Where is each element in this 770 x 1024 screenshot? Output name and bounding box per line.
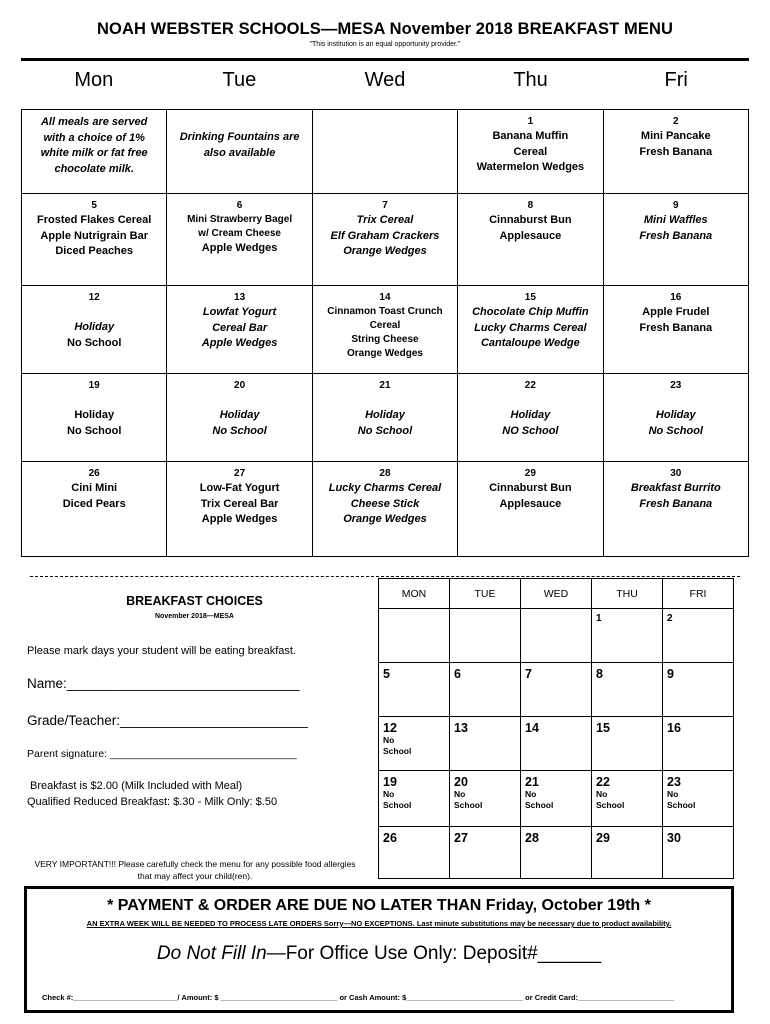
menu-item: Mini Waffles <box>643 214 708 226</box>
choice-date: 27 <box>454 831 468 845</box>
menu-item: Apple Frudel <box>642 306 710 318</box>
menu-day-cell <box>312 462 457 557</box>
choice-date: 28 <box>525 831 539 845</box>
menu-item: Holiday <box>655 409 696 421</box>
weekday-wed: Wed <box>364 69 406 91</box>
no-school-note: School <box>667 800 696 810</box>
menu-day-cell <box>22 286 167 374</box>
choice-week-row <box>379 609 734 663</box>
choice-day-box[interactable] <box>592 717 663 771</box>
payment-deadline: * PAYMENT & ORDER ARE DUE NO LATER THAN Friday, October 19th * <box>107 897 651 914</box>
choice-date: 9 <box>667 667 674 681</box>
menu-item: Mini Pancake <box>640 130 711 142</box>
choice-weekday-header: THU <box>592 579 663 609</box>
menu-item: Drinking Fountains are <box>179 131 300 143</box>
menu-item: Mini Strawberry Bagel <box>187 214 293 225</box>
no-school-note: No <box>454 789 466 799</box>
menu-day-cell <box>603 374 748 462</box>
menu-item: also available <box>203 146 276 159</box>
choice-date: 8 <box>596 667 603 681</box>
choice-day-box[interactable] <box>450 717 521 771</box>
form-title: BREAKFAST CHOICES <box>126 594 263 608</box>
menu-date: 5 <box>91 200 97 211</box>
breakfast-choices-form <box>27 594 367 620</box>
office-use-italic: Do Not Fill In <box>156 943 267 964</box>
menu-date: 12 <box>88 292 100 303</box>
menu-item: Diced Peaches <box>55 245 134 257</box>
choice-weekday-header: FRI <box>663 579 734 609</box>
menu-item: Holiday <box>74 321 115 333</box>
no-school-note: School <box>383 746 412 756</box>
payment-box <box>24 886 734 1013</box>
choice-weekday-header: TUE <box>450 579 521 609</box>
menu-item: Cereal <box>513 145 548 158</box>
allergy-warning: VERY IMPORTANT!!! Please carefully check the menu for any possible food allergies that may affect your child(ren). <box>34 859 356 881</box>
menu-date: 7 <box>382 200 388 211</box>
menu-date: 21 <box>379 380 391 391</box>
menu-item: No School <box>67 424 122 437</box>
choice-date: 15 <box>596 721 610 735</box>
menu-week-row <box>22 110 749 194</box>
menu-date: 16 <box>670 292 682 303</box>
menu-date: 30 <box>670 468 682 479</box>
choice-day-box[interactable] <box>379 827 450 879</box>
menu-calendar <box>21 109 749 557</box>
weekday-thu: Thu <box>513 69 548 91</box>
choice-weekday-header: WED <box>521 579 592 609</box>
grade-teacher-field[interactable]: Grade/Teacher:_________________________ <box>27 713 308 728</box>
menu-day-cell <box>167 194 312 286</box>
choice-week-row <box>379 717 734 771</box>
menu-item: Apple Wedges <box>201 242 278 254</box>
menu-item: Fresh Banana <box>639 229 713 242</box>
no-school-note: School <box>525 800 554 810</box>
menu-item: Apple Nutrigrain Bar <box>40 229 148 242</box>
choice-date: 13 <box>454 721 468 735</box>
menu-day-cell <box>167 286 312 374</box>
menu-day-cell <box>22 374 167 462</box>
payment-fields: Check #:_________________________/ Amount: $ ____________________________ or Cash Amount: $____________________________ or Credit Card:_______________________ <box>42 993 675 1002</box>
choice-day-box[interactable] <box>450 609 521 663</box>
menu-item: chocolate milk. <box>54 162 134 175</box>
menu-day-cell <box>603 194 748 286</box>
choice-header-row <box>379 579 734 609</box>
menu-item: Orange Wedges <box>347 348 423 359</box>
menu-date: 29 <box>524 468 536 479</box>
choice-day-box[interactable] <box>379 663 450 717</box>
no-school-note: School <box>454 800 483 810</box>
menu-date: 23 <box>670 380 682 391</box>
menu-day-cell <box>22 110 167 194</box>
menu-item: Cereal <box>369 320 401 331</box>
menu-item: Holiday <box>510 409 551 421</box>
choice-day-box[interactable] <box>592 609 663 663</box>
office-use-deposit: —For Office Use Only: Deposit#______ <box>266 943 602 964</box>
menu-date: 9 <box>673 200 679 211</box>
menu-item: Banana Muffin <box>492 130 569 142</box>
weekday-mon: Mon <box>74 69 114 91</box>
choice-date: 12 <box>383 721 397 735</box>
no-school-note: School <box>383 800 412 810</box>
menu-date: 6 <box>236 200 243 211</box>
no-school-note: No <box>596 789 608 799</box>
price-info: Breakfast is $2.00 (Milk Included with Meal) <box>30 780 243 792</box>
menu-item: Holiday <box>74 409 115 421</box>
no-school-note: No <box>667 789 679 799</box>
menu-week-row <box>22 194 749 286</box>
menu-day-cell <box>167 110 312 194</box>
choice-date: 26 <box>383 831 397 845</box>
menu-item: Apple Wedges <box>201 337 278 349</box>
menu-item: Cinnaburst Bun <box>489 482 572 494</box>
menu-date: 20 <box>234 380 246 391</box>
choice-date: 23 <box>667 775 681 789</box>
choice-week-row <box>379 663 734 717</box>
menu-day-cell <box>312 194 457 286</box>
menu-day-cell <box>312 374 457 462</box>
menu-item: Lucky Charms Cereal <box>328 482 442 494</box>
choice-day-box[interactable] <box>521 827 592 879</box>
menu-item: Elf Graham Crackers <box>330 229 440 242</box>
choice-day-box[interactable] <box>379 771 450 827</box>
reduced-price-info: Qualified Reduced Breakfast: $.30 - Milk Only: $.50 <box>27 796 278 808</box>
menu-item: NO School <box>502 424 559 437</box>
menu-item: Trix Cereal <box>356 214 414 226</box>
choice-day-box[interactable] <box>521 663 592 717</box>
weekday-tue: Tue <box>222 69 257 91</box>
choice-date: 19 <box>383 775 397 789</box>
menu-item: Breakfast Burrito <box>630 482 721 494</box>
menu-item: Cereal Bar <box>212 321 268 334</box>
choice-day-box[interactable] <box>663 609 734 663</box>
choice-day-box[interactable] <box>663 827 734 879</box>
menu-item: No School <box>648 424 703 437</box>
menu-item <box>173 115 305 130</box>
no-school-note: No <box>383 789 395 799</box>
menu-date: 26 <box>88 468 100 479</box>
menu-day-cell <box>603 462 748 557</box>
menu-day-cell <box>458 462 603 557</box>
menu-day-cell <box>167 374 312 462</box>
choice-date: 30 <box>667 831 681 845</box>
choice-weekday-header: MON <box>379 579 450 609</box>
choice-date: 29 <box>596 831 610 845</box>
menu-item: Fresh Banana <box>639 145 713 158</box>
menu-item: Chocolate Chip Muffin <box>472 306 589 318</box>
choice-date: 22 <box>596 775 610 789</box>
menu-date: 13 <box>234 292 246 303</box>
menu-item: Cinnamon Toast Crunch <box>327 306 443 317</box>
menu-date: 8 <box>527 200 534 211</box>
menu-item: String Cheese <box>351 334 419 345</box>
choice-week-row <box>379 771 734 827</box>
menu-item: Orange Wedges <box>343 513 427 525</box>
choice-day-box[interactable] <box>450 827 521 879</box>
menu-item: Cheese Stick <box>350 497 420 510</box>
menu-date: 14 <box>379 292 391 303</box>
menu-item: Lucky Charms Cereal <box>474 321 587 334</box>
menu-item: white milk or fat free <box>40 147 148 159</box>
choice-date: 2 <box>667 613 673 624</box>
menu-day-cell <box>22 194 167 286</box>
menu-item: Cinnaburst Bun <box>489 214 572 226</box>
menu-day-cell <box>312 110 457 194</box>
menu-day-cell <box>458 286 603 374</box>
choice-date: 6 <box>454 667 461 681</box>
equal-opportunity-note: "This institution is an equal opportunity provider." <box>309 41 461 48</box>
name-field[interactable]: Name:_______________________________ <box>27 676 300 691</box>
menu-date: 28 <box>379 468 391 479</box>
menu-day-cell <box>22 462 167 557</box>
menu-date: 19 <box>88 380 100 391</box>
menu-item: Holiday <box>219 409 260 421</box>
menu-item: All meals are served <box>40 116 148 128</box>
choice-day-box[interactable] <box>592 663 663 717</box>
choice-day-box[interactable] <box>450 663 521 717</box>
choice-day-box[interactable] <box>521 717 592 771</box>
choice-date: 21 <box>525 775 539 789</box>
choice-day-box[interactable] <box>592 827 663 879</box>
parent-signature-field[interactable]: Parent signature: ________________________________ <box>27 748 297 760</box>
page-title: NOAH WEBSTER SCHOOLS—MESA November 2018 BREAKFAST MENU <box>97 20 673 38</box>
choice-day-box[interactable] <box>521 609 592 663</box>
no-school-note: School <box>596 800 625 810</box>
menu-day-cell <box>603 286 748 374</box>
menu-date: 27 <box>234 468 246 479</box>
choice-day-box[interactable] <box>379 717 450 771</box>
menu-week-row <box>22 374 749 462</box>
weekday-fri: Fri <box>664 69 688 91</box>
choice-date: 7 <box>525 667 532 681</box>
choice-date: 1 <box>596 613 602 624</box>
breakfast-choice-calendar <box>378 578 734 879</box>
menu-week-row <box>22 286 749 374</box>
late-order-note: AN EXTRA WEEK WILL BE NEEDED TO PROCESS LATE ORDERS Sorry—NO EXCEPTIONS. Last minute substitutions may be necessary due to product availability. <box>86 919 672 928</box>
menu-item: Orange Wedges <box>343 245 427 257</box>
menu-item: No School <box>67 336 122 349</box>
menu-item: Cini Mini <box>71 482 118 494</box>
choice-date: 14 <box>525 721 539 735</box>
no-school-note: No <box>525 789 537 799</box>
menu-item: Holiday <box>365 409 405 421</box>
choice-date: 5 <box>383 667 390 681</box>
choice-day-box[interactable] <box>450 771 521 827</box>
menu-date: 1 <box>527 116 534 127</box>
form-subtitle: November 2018—MESA <box>155 613 234 620</box>
menu-item: Lowfat Yogurt <box>202 306 277 318</box>
choice-date: 20 <box>454 775 468 789</box>
menu-date: 15 <box>524 292 536 303</box>
menu-day-cell <box>458 374 603 462</box>
menu-item: Fresh Banana <box>639 321 713 334</box>
title-divider <box>21 58 749 61</box>
menu-item: Applesauce <box>499 497 562 510</box>
menu-item: Low-Fat Yogurt <box>199 482 280 494</box>
menu-date: 2 <box>673 116 679 127</box>
menu-item: Watermelon Wedges <box>476 161 585 173</box>
choice-day-box[interactable] <box>521 771 592 827</box>
office-use-heading <box>27 943 731 965</box>
menu-item: Trix Cereal Bar <box>200 497 279 510</box>
choice-day-box[interactable] <box>663 663 734 717</box>
weekday-header-row <box>21 69 749 92</box>
menu-item: Fresh Banana <box>639 497 713 510</box>
menu-item: No School <box>357 424 413 437</box>
choice-week-row <box>379 827 734 879</box>
menu-item: Cantaloupe Wedge <box>480 337 580 349</box>
no-school-note: No <box>383 735 395 745</box>
form-instruction: Please mark days your student will be eating breakfast. <box>27 645 297 657</box>
menu-day-cell <box>603 110 748 194</box>
menu-item: No School <box>212 424 267 437</box>
menu-item: w/ Cream Cheese <box>198 228 281 239</box>
choice-day-box[interactable] <box>663 771 734 827</box>
menu-item: Diced Pears <box>62 497 126 510</box>
menu-item: Frosted Flakes Cereal <box>37 214 152 226</box>
menu-item: Apple Wedges <box>201 513 278 525</box>
menu-day-cell <box>167 462 312 557</box>
choice-day-box[interactable] <box>663 717 734 771</box>
menu-day-cell <box>312 286 457 374</box>
menu-week-row <box>22 462 749 557</box>
choice-day-box[interactable] <box>592 771 663 827</box>
choice-day-box[interactable] <box>379 609 450 663</box>
menu-item: with a choice of 1% <box>43 131 145 144</box>
choice-date: 16 <box>667 721 681 735</box>
menu-day-cell <box>458 110 603 194</box>
menu-item: Applesauce <box>499 229 562 242</box>
menu-date: 22 <box>524 380 536 391</box>
menu-day-cell <box>458 194 603 286</box>
cut-line <box>30 576 740 577</box>
